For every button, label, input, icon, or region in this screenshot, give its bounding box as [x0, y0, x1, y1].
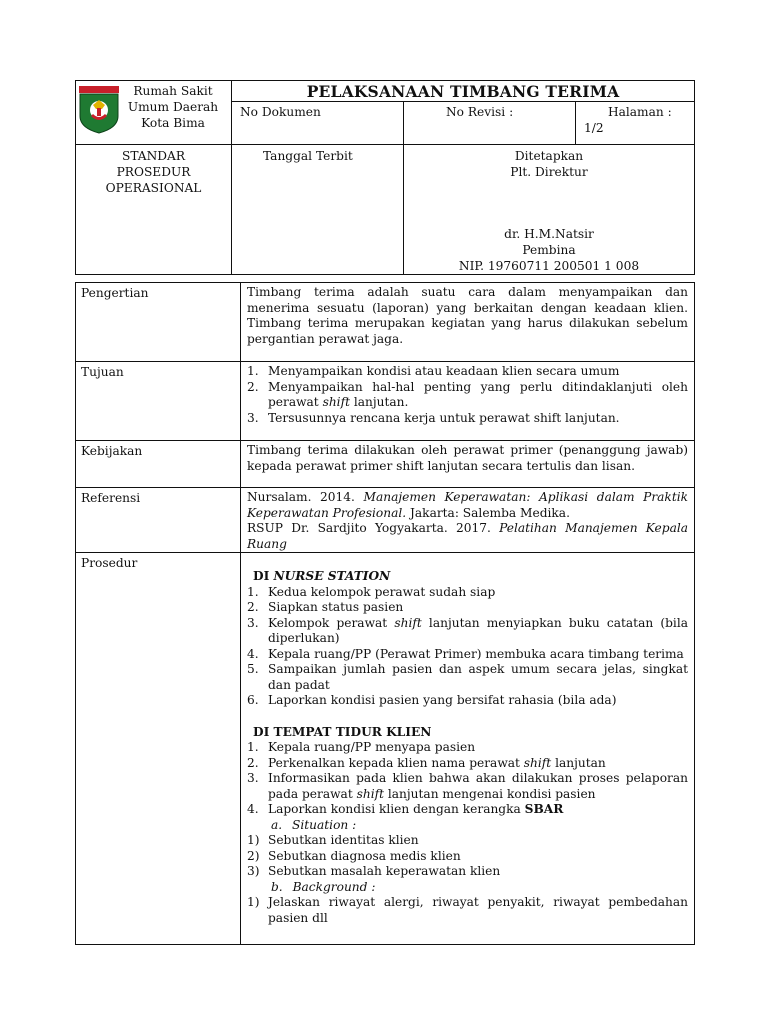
list-item: 2. Siapkan status pasien — [247, 600, 404, 614]
list-item: 1. Kedua kelompok perawat sudah siap — [247, 584, 496, 599]
document-title: PELAKSANAAN TIMBANG TERIMA — [232, 81, 695, 102]
halaman-label: Halaman : 1/2 — [584, 105, 672, 135]
list-item: 1) Jelaskan riwayat alergi, riwayat penyakit, riwayat pembedahan pasien dll — [247, 895, 688, 925]
list-item: 1) Sebutkan identitas klien — [247, 833, 419, 847]
list-item: 3. Tersusunnya rencana kerja untuk perawat shift lanjutan. — [247, 410, 620, 425]
no-dokumen-cell — [232, 102, 404, 145]
sop-line-3: OPERASIONAL — [105, 181, 202, 195]
list-item: 4. Laporkan kondisi klien dengan kerangka SBAR — [247, 802, 564, 816]
tujuan-label: Tujuan — [76, 362, 241, 441]
hospital-name-line-3: Kota Bima — [141, 116, 205, 130]
list-item: 1. Menyampaikan kondisi atau keadaan klien secara umum — [247, 364, 620, 378]
no-revisi-cell — [404, 102, 576, 145]
tujuan-content — [241, 362, 695, 441]
signer-rank: Pembina — [522, 243, 576, 257]
prosedur-label: Prosedur — [76, 553, 241, 945]
halaman-cell — [576, 102, 695, 145]
hospital-name-line-1: Rumah Sakit — [133, 84, 213, 98]
kebijakan-label: Kebijakan — [76, 441, 241, 488]
reference-1: Nursalam. 2014. Manajemen Keperawatan: Aplikasi dalam Praktik Keperawatan Profesional. Jakarta: Salemba Medika. — [247, 490, 688, 520]
sop-line-1: STANDAR — [121, 149, 186, 163]
list-item: 4. Kepala ruang/PP (Perawat Primer) membuka acara timbang terima — [247, 646, 684, 661]
reference-2: RSUP Dr. Sardjito Yogyakarta. 2017. Pelatihan Manajemen Kepala Ruang — [247, 521, 688, 551]
pengertian-text: Timbang terima adalah suatu cara dalam menyampaikan dan menerima sesuatu (laporan) yang berkaitan dengan keadaan klien. Timbang terima merupakan kegiatan yang harus dilakukan sebelum pergantian perawat jaga. — [241, 283, 695, 362]
kebijakan-text: Timbang terima dilakukan oleh perawat primer (penanggung jawab) kepada perawat primer shift lanjutan secara tertulis dan lisan. — [241, 441, 695, 488]
section-heading-nurse-station: DI NURSE STATION — [253, 569, 391, 583]
list-item: 1. Kepala ruang/PP menyapa pasien — [247, 740, 476, 754]
section-heading-tempat-tidur: DI TEMPAT TIDUR KLIEN — [253, 724, 432, 739]
sop-cell — [76, 145, 232, 275]
background-heading: b. Background : — [271, 879, 376, 894]
referensi-label: Referensi — [76, 488, 241, 553]
list-item: 3. Kelompok perawat shift lanjutan menyiapkan buku catatan (bila diperlukan) — [247, 615, 688, 645]
prosedur-content — [241, 553, 695, 945]
situation-heading: a. Situation : — [271, 817, 357, 832]
hospital-logo-icon — [79, 86, 119, 134]
signer-name: dr. H.M.Natsir — [504, 227, 594, 241]
no-revisi-label: No Revisi : — [446, 105, 514, 119]
list-item: 3. Informasikan pada klien bahwa akan dilakukan proses pelaporan pada perawat shift lanjutan mengenai kondisi pasien — [247, 771, 688, 801]
signature-cell — [404, 145, 695, 275]
hospital-name-line-2: Umum Daerah — [127, 100, 219, 114]
list-item: 5. Sampaikan jumlah pasien dan aspek umum secara jelas, singkat dan padat — [247, 662, 688, 692]
jabatan-label: Plt. Direktur — [510, 165, 588, 179]
list-item: 2) Sebutkan diagnosa medis klien — [247, 848, 461, 863]
hospital-cell — [76, 81, 232, 145]
pengertian-label: Pengertian — [76, 283, 241, 362]
list-item: 2. Menyampaikan hal-hal penting yang perlu ditindaklanjuti oleh perawat shift lanjutan. — [247, 379, 688, 409]
referensi-content — [241, 488, 695, 553]
tanggal-terbit-label: Tanggal Terbit — [263, 149, 353, 163]
list-item: 3) Sebutkan masalah keperawatan klien — [247, 864, 501, 878]
tanggal-terbit-cell — [232, 145, 404, 275]
ditetapkan-label: Ditetapkan — [514, 149, 584, 163]
header-table — [75, 80, 695, 275]
no-dokumen-label: No Dokumen — [240, 105, 321, 119]
signer-nip: NIP. 19760711 200501 1 008 — [458, 259, 640, 273]
list-item: 2. Perkenalkan kepada klien nama perawat shift lanjutan — [247, 755, 606, 770]
sop-line-2: PROSEDUR — [116, 165, 191, 179]
list-item: 6. Laporkan kondisi pasien yang bersifat rahasia (bila ada) — [247, 693, 617, 707]
content-table — [75, 282, 695, 945]
